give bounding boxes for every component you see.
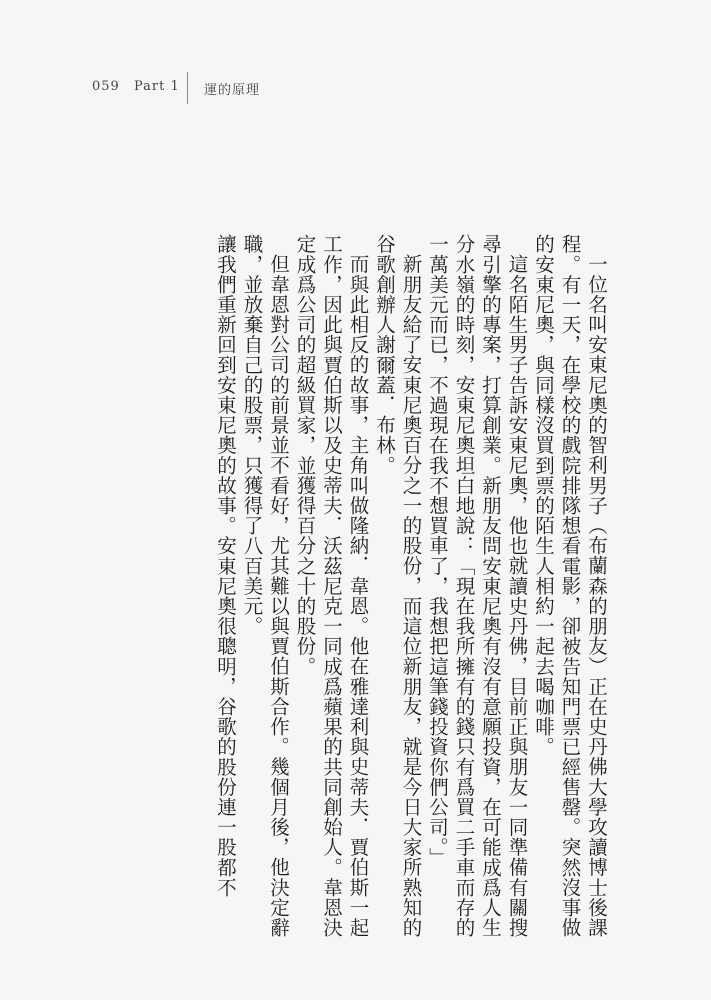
header-divider <box>187 72 188 104</box>
part-label: Part 1 <box>134 79 180 94</box>
page-header <box>0 0 711 110</box>
paragraph-6: 讓我們重新回到安東尼奧的故事。安東尼奧很聰明，谷歌的股份連一股都不 <box>214 234 237 898</box>
paragraph-1: 一位名叫安東尼奧的智利男子（布蘭森的朋友）正在史丹佛大學攻讀博士後課程。有一天，在學校的戲院排隊想看電影，卻被告知門票已經售罄。突然沒事做的安東尼奧，與同樣沒買到票的陌生人相約一起去喝咖啡。 <box>532 234 608 938</box>
page-number: 059 <box>92 79 120 94</box>
paragraph-3: 新朋友給了安東尼奧百分之一的股份，而這位新朋友，就是今日大家所熟知的谷歌創辦人謝爾蓋．布林。 <box>373 234 423 937</box>
paragraph-5: 但韋恩對公司的前景並不看好，尤其難以與賈伯斯合作。幾個月後，他決定辭職，並放棄自己的股票，只獲得了八百美元。 <box>240 234 290 937</box>
chapter-title: 運的原理 <box>204 83 261 98</box>
paragraph-4: 而與此相反的故事，主角叫做隆納．韋恩。他在雅達利與史蒂夫．賈伯斯一起工作，因此與賈伯斯以及史蒂夫．沃茲尼克一同成爲蘋果的共同創始人。韋恩決定成爲公司的超級買家，並獲得百分之十的股份。 <box>293 234 370 938</box>
paragraph-2: 這名陌生男子告訴安東尼奧，他也就讀史丹佛，目前正與朋友一同準備有關搜尋引擎的專案，打算創業。新朋友問安東尼奧有沒有意願投資，在可能成爲人生分水嶺的時刻，安東尼奧坦白地說：「現在我所擁有的錢只有爲買二手車而存的一萬美元而已，不過現在我不想買車了，我想把這筆錢投資你們公司。」 <box>426 234 529 938</box>
body-text <box>109 234 609 954</box>
